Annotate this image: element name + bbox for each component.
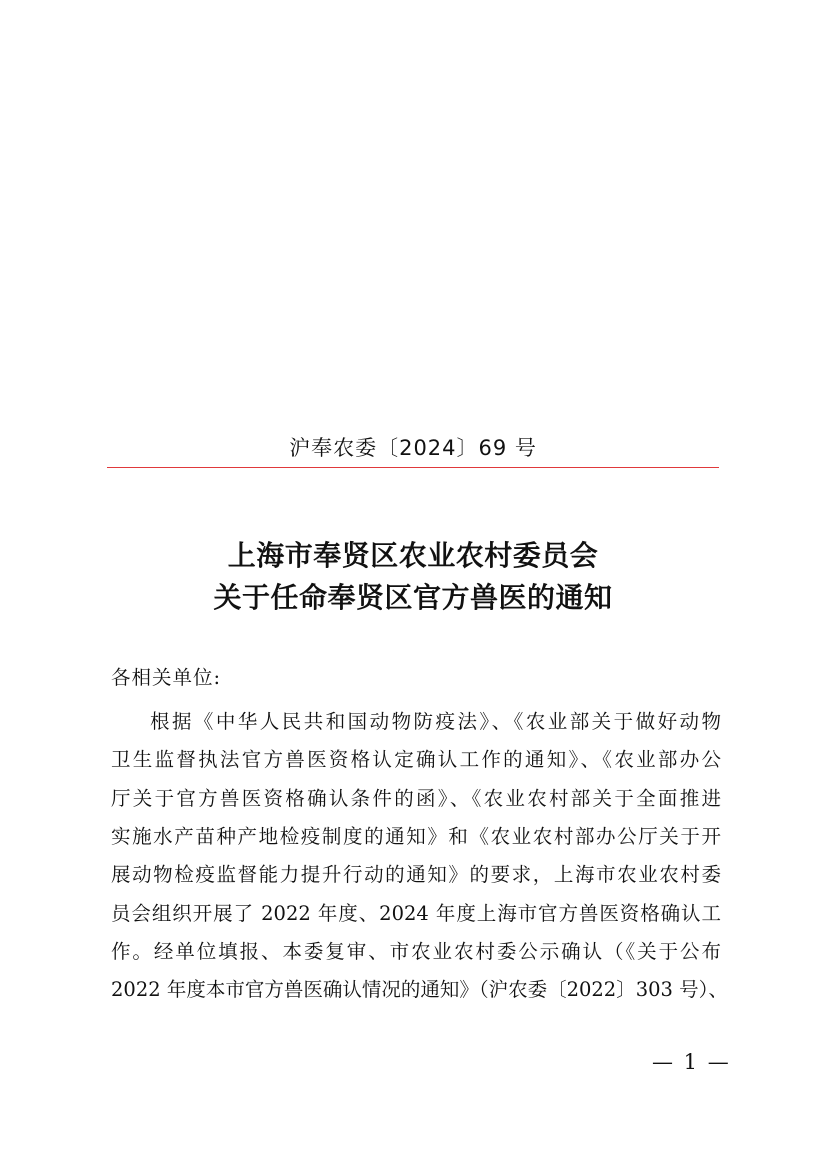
- body-line: 2022 年度本市官方兽医确认情况的通知》（沪农委〔2022〕303 号）、: [111, 978, 728, 1001]
- document-number: 沪奉农委〔2024〕69 号: [289, 436, 537, 460]
- body-line: 作。经单位填报、本委复审、市农业农村委公示确认（《关于公布: [111, 940, 721, 963]
- body-line: 展动物检疫监督能力提升行动的通知》的要求，上海市农业农村委: [111, 863, 721, 886]
- body-line: 厅关于官方兽医资格确认条件的函》、《农业农村部关于全面推进: [111, 787, 721, 810]
- body-line: 员会组织开展了 2022 年度、2024 年度上海市官方兽医资格确认工: [111, 902, 721, 925]
- document-title-line-1: 上海市奉贤区农业农村委员会: [227, 539, 599, 572]
- document-title-line-2: 关于任命奉贤区官方兽医的通知: [213, 581, 613, 614]
- body-line: 实施水产苗种产地检疫制度的通知》和《农业农村部办公厅关于开: [111, 825, 721, 848]
- body-line: 根据《中华人民共和国动物防疫法》、《农业部关于做好动物: [150, 710, 721, 733]
- body-line: 卫生监督执法官方兽医资格认定确认工作的通知》、《农业部办公: [111, 748, 721, 771]
- salutation: 各相关单位:: [111, 666, 222, 689]
- page-number: — 1 —: [652, 1050, 731, 1074]
- red-separator-line: [107, 467, 719, 468]
